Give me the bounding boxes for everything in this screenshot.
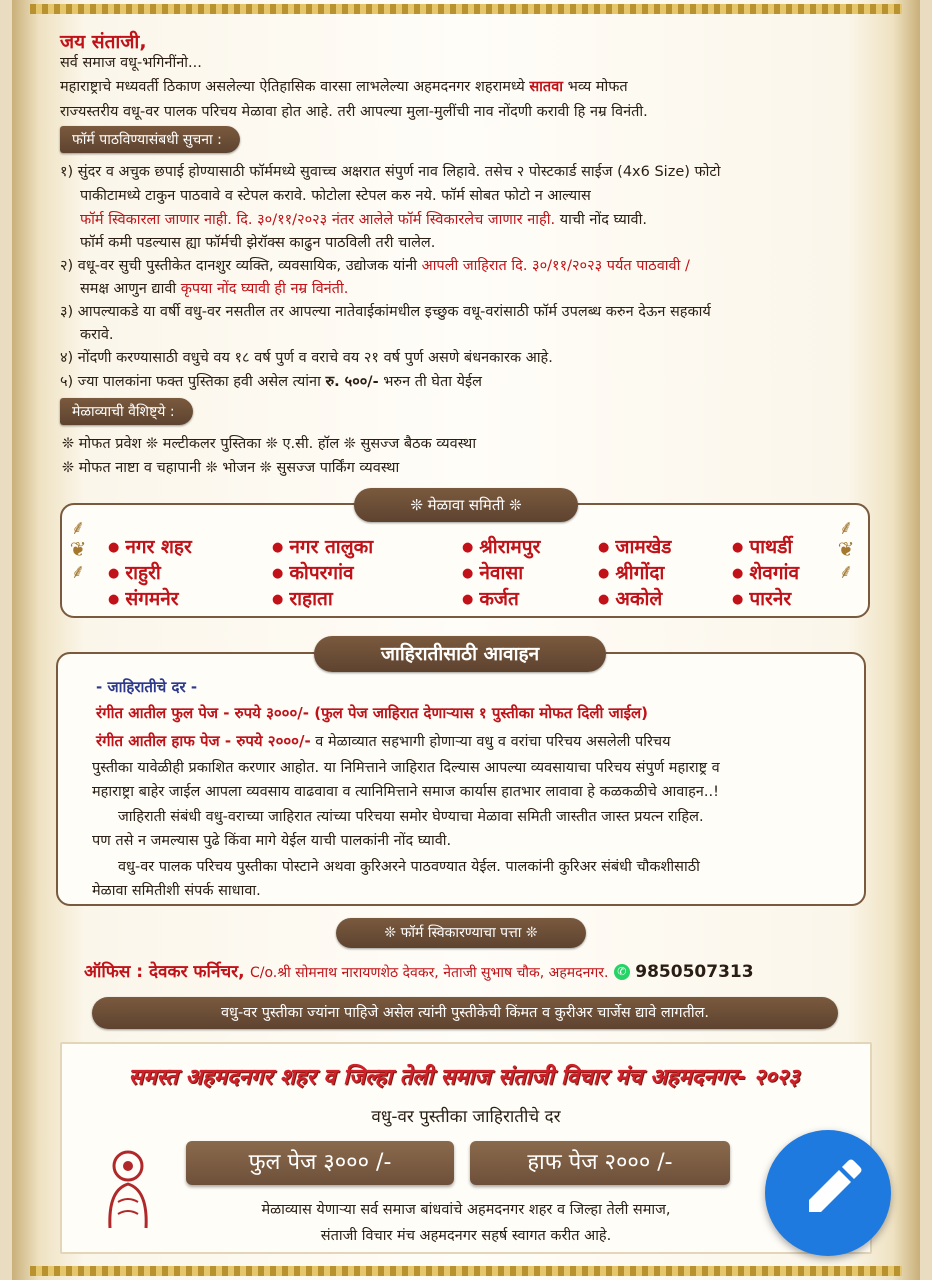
- courier-note: वधु-वर पुस्तीका ज्यांना पाहिजे असेल त्यांनी पुस्तीकेची किंमत व कुरीअर चार्जेस द्यावे लागतील.: [92, 997, 838, 1029]
- instruction-2-line-2: [80, 278, 348, 298]
- town-item: ● पारनेर: [732, 585, 791, 611]
- ads-rates-subheading: - जाहिरातीचे दर -: [96, 678, 198, 696]
- features-heading: मेळाव्याची वैशिष्ट्ये :: [60, 398, 193, 425]
- greeting-title: जय संताजी,: [60, 31, 147, 53]
- instruction-5-end: भरुन ती घेता येईल: [383, 374, 482, 390]
- town-item: ● नेवासा: [462, 559, 523, 585]
- town-item: ● नगर तालुका: [272, 533, 373, 559]
- top-gold-border: [30, 4, 902, 14]
- ads-para-1-line-2: पुस्तीका यावेळीही प्रकाशित करणार आहोत. या निमित्ताने जाहिरात दिल्यास आपल्या व्यवसायाचा परिचय संपुर्ण महाराष्ट्र व: [92, 760, 720, 776]
- half-page-price: रंगीत आतील हाफ पेज - रुपये २०००/-: [96, 732, 311, 750]
- intro-text-end: भव्य मोफत: [567, 79, 628, 95]
- features-line-2: ❊ मोफत नाष्टा व चहापानी ❊ भोजन ❊ सुसज्ज पार्किंग व्यवस्था: [62, 460, 400, 476]
- instruction-2-line-1: [60, 255, 690, 275]
- instruction-deadline: फॉर्म स्विकारला जाणार नाही. दि. ३०/११/२०२३ नंतर आलेले फॉर्म स्विकारलेच जाणार नाही.: [80, 212, 556, 228]
- town-item: ● पाथर्डी: [732, 533, 792, 559]
- instruction-2-deadline: आपली जाहिरात दि. ३०/११/२०२३ पर्यत पाठवावी /: [421, 258, 690, 274]
- instruction-1-line-4: फॉर्म कमी पडल्यास ह्या फॉर्मची झेरॉक्स काढुन पाठविली तरी चालेल.: [80, 235, 436, 251]
- instruction-3-line-1: ३) आपल्याकडे या वर्षी वधु-वर नसतील तर आपल्या नातेवाईकांमधील इच्छुक वधू-वरांसाठी फॉर्म उपलब्ध करुन देऊन सहकार्य: [60, 304, 711, 320]
- town-item: ● नगर शहर: [108, 533, 192, 559]
- features-line-1: ❊ मोफत प्रवेश ❊ मल्टीकलर पुस्तिका ❊ ए.सी. हॉल ❊ सुसज्ज बैठक व्यवस्था: [62, 436, 477, 452]
- town-item: ● राहाता: [272, 585, 333, 611]
- instructions-heading: फॉर्म पाठविण्यासंबधी सुचना :: [60, 126, 240, 153]
- instruction-4: ४) नोंदणी करण्यासाठी वधुचे वय १८ वर्ष पुर्ण व वराचे वय २१ वर्ष पुर्ण असणे बंधनकारक आहे.: [60, 350, 553, 366]
- ads-para-3-line-1: वधु-वर पालक परिचय पुस्तीका पोस्टाने अथवा कुरिअरने पाठवण्यात येईल. पालकांनी कुरिअर संबंधी चौकशीसाठी: [118, 859, 700, 875]
- town-item: ● शेवगांव: [732, 559, 799, 585]
- right-flourish-icon: ⸙ ❦ ⸙: [837, 515, 855, 583]
- instruction-1-line-1: १) सुंदर व अचुक छपाई होण्यासाठी फॉर्ममध्ये सुवाच्च अक्षरात संपुर्ण नाव लिहावे. तसेच २ पोस्टकार्ड साईज (4x6 Size) फोटो: [60, 164, 721, 180]
- address-heading: ❊ फॉर्म स्विकारण्याचा पत्ता ❊: [336, 918, 586, 948]
- greeting-salutation: सर्व समाज वधू-भगिनींनो...: [60, 55, 202, 71]
- edit-pencil-icon: [765, 1130, 891, 1256]
- footer-banner-title: समस्त अहमदनगर शहर व जिल्हा तेली समाज संताजी विचार मंच अहमदनगर- २०२३: [128, 1065, 800, 1090]
- footer-welcome-line-2: संताजी विचार मंच अहमदनगर सहर्ष स्वागत करीत आहे.: [320, 1228, 612, 1244]
- bottom-gold-border: [30, 1266, 902, 1276]
- instruction-5-text: ५) ज्या पालकांना फक्त पुस्तिका हवी असेल त्यांना: [60, 374, 321, 390]
- whatsapp-icon: ✆: [614, 964, 630, 980]
- instruction-note: याची नोंद घ्यावी.: [559, 212, 647, 228]
- instruction-3-line-2: करावे.: [80, 327, 114, 343]
- town-item: ● कोपरगांव: [272, 559, 354, 585]
- town-item: ● श्रीगोंदा: [598, 559, 664, 585]
- ads-half-page-rate: [96, 731, 671, 751]
- phone-number[interactable]: 9850507313: [635, 962, 754, 982]
- town-item: ● कर्जत: [462, 585, 519, 611]
- instruction-5: [60, 371, 482, 391]
- full-page-price-tag: फुल पेज ३००० /-: [186, 1141, 454, 1185]
- intro-text: महाराष्ट्राचे मध्यवर्ती ठिकाण असलेल्या ऐतिहासिक वारसा लाभलेल्या अहमदनगर शहरामध्ये: [60, 79, 525, 95]
- instruction-1-line-2: पाकीटामध्ये टाकुन पाठवावे व स्टेपल करावे. फोटोला स्टेपल करु नये. फॉर्म सोबत फोटो न आल्यास: [80, 188, 591, 204]
- intro-line-1: [60, 76, 628, 96]
- ads-para-2-line-2: पण तसे न जमल्यास पुढे किंवा मागे येईल याची पालकांनी नोंद घ्यावी.: [92, 833, 452, 849]
- address-line: [84, 959, 754, 982]
- half-page-text: व मेळाव्यात सहभागी होणाऱ्या वधु व वरांचा परिचय असलेली परिचय: [315, 734, 671, 750]
- instruction-2-request: कृपया नोंद घ्यावी ही नम्र विनंती.: [180, 281, 349, 297]
- ads-para-1-line-3: महाराष्ट्रा बाहेर जाईल आपला व्यवसाय वाढवावा व त्यानिमित्ताने समाज कार्यास हातभार लावावा हे कळकळीचे आवाहन..!: [92, 784, 719, 800]
- footer-subtitle: वधु-वर पुस्तीका जाहिरातीचे दर: [371, 1107, 561, 1127]
- town-item: ● श्रीरामपुर: [462, 533, 540, 559]
- intro-highlight: सातवा: [529, 79, 564, 95]
- town-item: ● संगमनेर: [108, 585, 179, 611]
- ads-para-2-line-1: जाहिराती संबंधी वधु-वराच्या जाहिरात त्यांच्या परिचया समोर घेण्याचा मेळावा समिती जास्तीत जास्त प्रयत्न राहिल.: [118, 809, 704, 825]
- booklet-price: रु. ५००/-: [325, 374, 379, 390]
- ads-full-page-rate: रंगीत आतील फुल पेज - रुपये ३०००/- (फुल पेज जाहिरात देणाऱ्यास १ पुस्तीका मोफत दिली जाईल): [96, 704, 648, 722]
- instruction-2-text-2: समक्ष आणुन द्यावी: [80, 281, 177, 297]
- instruction-1-line-3: [80, 209, 647, 229]
- ads-heading: जाहिरातीसाठी आवाहन: [314, 636, 606, 672]
- footer-welcome-line-1: मेळाव्यास येणाऱ्या सर्व समाज बांधवांचे अहमदनगर शहर व जिल्हा तेली समाज,: [261, 1202, 671, 1218]
- instruction-2-text: २) वधू-वर सुची पुस्तीकेत दानशुर व्यक्ति, व्यवसायिक, उद्योजक यांनी: [60, 258, 417, 274]
- ads-para-3-line-2: मेळावा समितीशी संपर्क साधावा.: [92, 883, 261, 899]
- half-page-price-tag: हाफ पेज २००० /-: [470, 1141, 730, 1185]
- committee-heading: ❊ मेळावा समिती ❊: [354, 488, 578, 522]
- town-item: ● अकोले: [598, 585, 662, 611]
- office-name: ऑफिस : देवकर फर्निचर,: [84, 962, 245, 982]
- left-flourish-icon: ⸙ ❦ ⸙: [69, 515, 87, 583]
- office-address: C/o.श्री सोमनाथ नारायणशेठ देवकर, नेताजी सुभाष चौक, अहमदनगर.: [250, 965, 609, 981]
- intro-line-2: राज्यस्तरीय वधू-वर पालक परिचय मेळावा होत आहे. तरी आपल्या मुला-मुलींची नाव नोंदणी करावी हि नम्र विनंती.: [60, 104, 648, 120]
- edit-button[interactable]: [765, 1130, 891, 1256]
- town-item: ● जामखेड: [598, 533, 671, 559]
- town-item: ● राहुरी: [108, 559, 161, 585]
